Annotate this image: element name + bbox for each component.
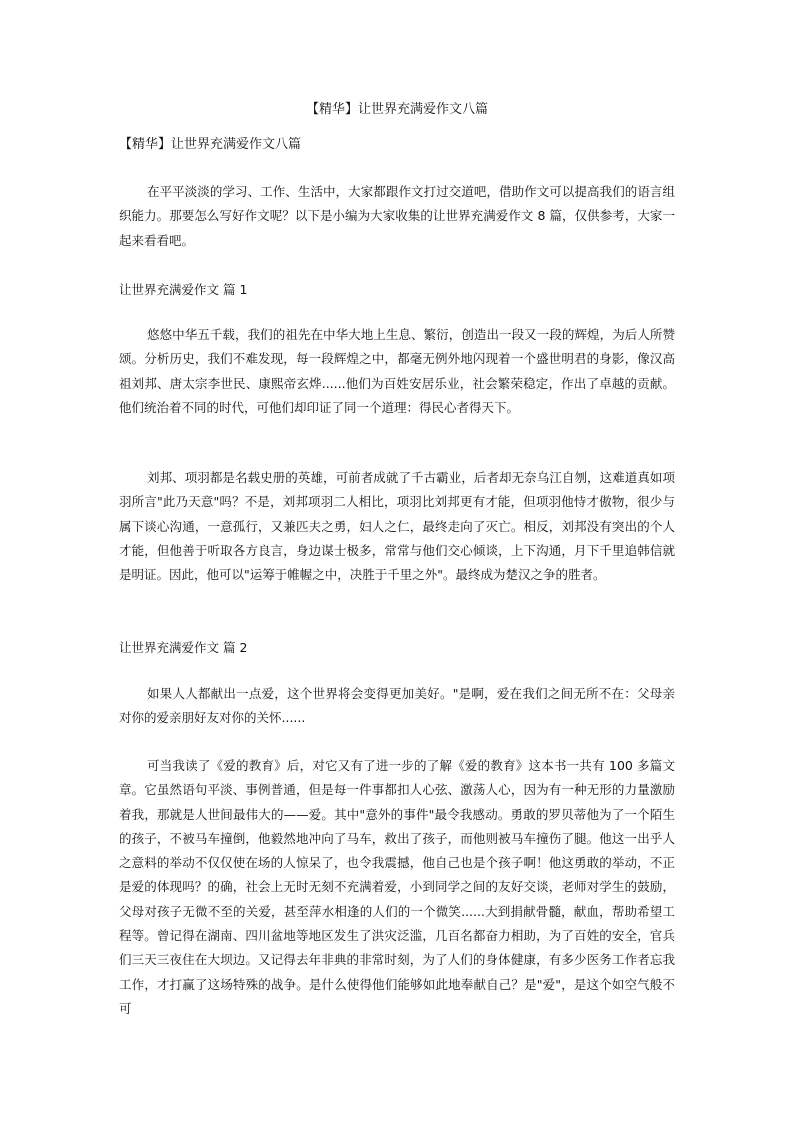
section-2-heading: 让世界充满爱作文 篇 2 xyxy=(119,640,248,655)
intro-paragraph: 在平平淡淡的学习、工作、生活中，大家都跟作文打过交道吧，借助作文可以提高我们的语言组织能力。那要怎么写好作文呢？以下是小编为大家收集的让世界充满爱作文 8 篇，仅供参考，大家一起来看看吧。 xyxy=(119,184,675,248)
section-2-paragraph-2: 可当我读了《爱的教育》后，对它又有了进一步的了解《爱的教育》这本书一共有 100 多篇文章。它虽然语句平淡、事例普通，但是每一件事都扣人心弦、激荡人心，因为有一种无形的力量激励着我，那就是人世间最伟大的——爱。其中"意外的事件"最令我感动。勇敢的罗贝蒂他为了一个陌生的孩子，不被马车撞倒，他毅然地冲向了马车，救出了孩子，而他则被马车撞伤了腿。他这一出乎人之意料的举动不仅仅使在场的人惊呆了，也令我震撼，他自己也是个孩子啊！他这勇敢的举动，不正是爱的体现吗？的确，社会上无时无刻不充满着爱，小到同学之间的友好交谈，老师对学生的鼓励，父母对孩子无微不至的关爱，甚至萍水相逢的人们的一个微笑......大到捐献骨髓，献血，帮助希望工程等。曾记得在湖南、四川盆地等地区发生了洪灾泛滥，几百名都奋力相助，为了百姓的安全，官兵们三天三夜住在大坝边。又记得去年非典的非常时刻，为了人们的身体健康，有多少医务工作者忘我工作，才打赢了这场特殊的战争。是什么使得他们能够如此地奉献自己？是"爱"，是这个如空气般不可 xyxy=(119,758,675,1016)
document-subtitle: 【精华】让世界充满爱作文八篇 xyxy=(119,137,302,152)
document-title: 【精华】让世界充满爱作文八篇 xyxy=(305,102,488,117)
section-2-paragraph-1: 如果人人都献出一点爱，这个世界将会变得更加美好。"是啊，爱在我们之间无所不在：父母亲对你的爱亲朋好友对你的关怀...... xyxy=(119,686,675,726)
section-1-paragraph-1: 悠悠中华五千载，我们的祖先在中华大地上生息、繁衍，创造出一段又一段的辉煌，为后人所赞颂。分析历史，我们不难发现，每一段辉煌之中，都毫无例外地闪现着一个盛世明君的身影，像汉高祖刘邦、唐太宗李世民、康熙帝玄烨......他们为百姓安居乐业，社会繁荣稳定，作出了卓越的贡献。他们统治着不同的时代，可他们却印证了同一个道理：得民心者得天下。 xyxy=(119,327,675,415)
section-1-paragraph-2: 刘邦、项羽都是名载史册的英雄，可前者成就了千古霸业，后者却无奈乌江自刎，这难道真如项羽所言"此乃天意"吗？不是，刘邦项羽二人相比，项羽比刘邦更有才能，但项羽他恃才傲物，很少与属下谈心沟通，一意孤行，又兼匹夫之勇，妇人之仁，最终走向了灭亡。相反，刘邦没有突出的个人才能，但他善于听取各方良言，身边谋士极多，常常与他们交心倾谈，上下沟通，月下千里追韩信就是明证。因此，他可以"运筹于帷幄之中，决胜于千里之外"。最终成为楚汉之争的胜者。 xyxy=(119,470,675,583)
section-1-heading: 让世界充满爱作文 篇 1 xyxy=(119,282,248,297)
